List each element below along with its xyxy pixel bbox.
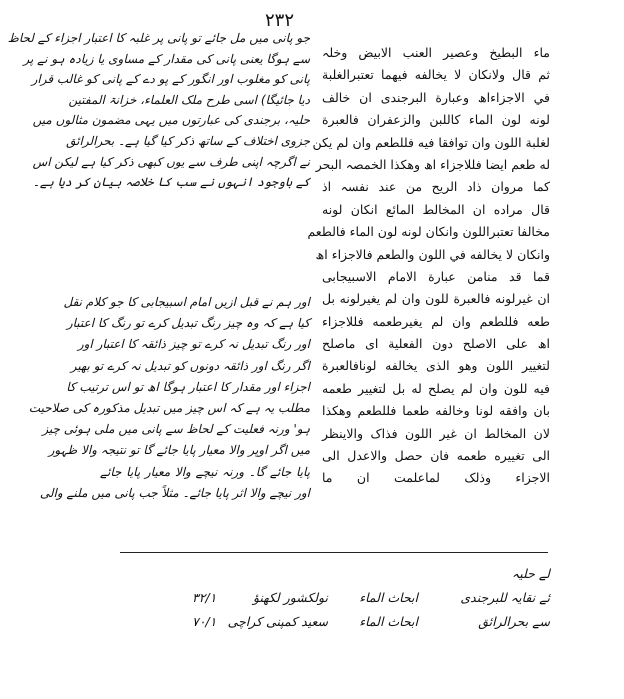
urdu-line: اجزاء اور مقدار کا اعتبار ہوگا اھ تو اس ترتیب کا xyxy=(66,379,310,394)
footnote-chapter: ابحاث الماء xyxy=(359,614,418,629)
footnotes xyxy=(190,562,550,634)
arabic-line: اھ على الاصلح دون الفعلية ای ماصلح xyxy=(322,336,550,352)
arabic-line: الاجزاء وذلک لماعلمت ان ما xyxy=(322,470,550,486)
arabic-line: مخالفا تعتبراللون وانکان لونه لون الماء فالطعم xyxy=(307,224,550,240)
arabic-line: لونه لون الماء کاللبن والزعفران فالعبرة xyxy=(322,112,550,128)
footnote-number: ئے xyxy=(539,590,550,605)
urdu-translation-top xyxy=(7,28,310,193)
arabic-line: لتغيير اللون وهو الذی يخالفه لونافالعبرة xyxy=(322,358,550,374)
arabic-line: قما قد منامن عبارة الامام الاسبيجابی xyxy=(322,268,550,284)
urdu-line: اگر رنگ اور ذائقہ دونوں کو تبدیل نہ کرے تو بھیر xyxy=(70,358,310,373)
arabic-line: في الاجزاءاھ وعبارة البرجندی ان خالف xyxy=(322,89,550,105)
page-number: ۲۳۲ xyxy=(265,10,295,31)
urdu-line: اور رنگ تبدیل نہ کرے تو چیز ذائقہ کا اعتبار اور xyxy=(77,337,310,352)
arabic-line: لغلبة اللون وان توافقا فيه فللطعم وان لم يکن xyxy=(312,134,550,150)
arabic-line: قال مراده ان المخالط المائع انکان لونه xyxy=(322,201,550,217)
footnote-chapter: ابحاث الماء xyxy=(359,590,418,605)
arabic-line: فيه للون وان لم يصلح له بل لتغيير طعمه xyxy=(322,380,550,396)
arabic-line: ان غيرلونه فالعبرة للون وان لم يغيرلونه بل xyxy=(322,291,550,307)
footnote-page: ۳۲/۱ xyxy=(192,590,217,605)
footnote-row xyxy=(190,586,550,610)
arabic-line: بان وافقه لونا وخالفه طعما فللطعم وهکذا xyxy=(322,403,550,419)
arabic-line: طعه فللطعم وان لم يغيرطعمه فللاجزاء xyxy=(322,313,550,329)
arabic-line: له طعم ايضا فللاجزاء اھ وهکذا الخمصہ البحر xyxy=(315,156,550,172)
footnote-divider xyxy=(120,552,548,553)
arabic-line: کما مروان ذاد الريح من عند نفسہ اذ xyxy=(322,179,550,195)
arabic-text-column xyxy=(307,42,550,490)
urdu-line: پانی کو مغلوب اور انگور کے پو دے کے پانی کو غالب قرار xyxy=(31,72,310,87)
urdu-line: کے باوجود انہوں نے سب کا خلاصہ بیان کر دیا ہے۔ xyxy=(32,175,310,190)
urdu-line: حلیہ، برجندی کی عبارتوں میں یہی مضمون مثالوں میں xyxy=(32,113,310,128)
footnote-heading: لے حلیہ xyxy=(511,566,550,581)
urdu-line: مطلب یہ ہے کہ اس چیز میں تبدیل مذکورہ کی صلاحیت xyxy=(28,400,310,415)
footnote-book xyxy=(418,610,550,634)
urdu-line: میں اگر اوپر والا معیار پایا جائے گا تو نتیجہ والا ظہور xyxy=(48,443,310,458)
urdu-line: اور نیچے والا اثر پایا جائے۔ مثلاً جب پانی میں ملنے والی xyxy=(39,485,310,500)
urdu-translation-middle xyxy=(28,292,310,504)
footnote-row xyxy=(190,610,550,634)
urdu-line: سے ہوگا یعنی پانی کی مقدار کے مساوی یا زیادہ ہو نے پر xyxy=(23,51,310,66)
urdu-line: پایا جائے گا۔ ورنہ نیچے والا معیار پایا جائے xyxy=(100,464,310,479)
footnote-book xyxy=(418,586,550,610)
arabic-line: الی تغييره طعمه فان حصل والاعدل الی xyxy=(322,448,550,464)
footnote-number: سے xyxy=(532,614,550,629)
arabic-line: ماء البطيخ وعصير العنب الابيض وخلہ xyxy=(322,45,550,60)
urdu-line: جزوی اختلاف کے ساتھ ذکر کیا گیا ہے۔ بحرالرائق xyxy=(66,133,310,148)
urdu-line: ہو' ورنہ فعلیت کے لحاظ سے پانی میں ملی ہوئی چیز xyxy=(42,422,310,437)
arabic-line: ثم قال ولانکان لا يخالفه فيهما تعتبرالغلبة xyxy=(322,67,550,83)
urdu-line: دیا جائیگا) اسی طرح ملک العلماء، خزانۃ المفتین xyxy=(68,92,310,107)
footnote-book-title: نقایہ للبرجندی xyxy=(460,590,536,605)
arabic-line: لان المخالط ان غير اللون فذاک والاينظر xyxy=(322,425,550,441)
urdu-line: کیا ہے کہ وہ چیز رنگ تبدیل کرے تو رنگ کا اعتبار xyxy=(66,316,310,331)
footnote-book-title: بحرالرائق xyxy=(478,614,529,629)
footnote-publisher: سعید کمپنی کراچی xyxy=(227,614,328,629)
urdu-line: اور ہم نے قبل ازیں امام اسبیجابی کا جو کلام نقل xyxy=(63,295,310,309)
urdu-line: نے اگرچہ اپنی طرف سے یوں کبھی ذکر کیا ہے لیکن اس xyxy=(32,154,310,169)
urdu-line: جو پانی میں مل جائے تو پانی پر غلبہ کا اعتبار اجزاء کے لحاظ xyxy=(7,31,310,45)
footnote-page: ۷۰/۱ xyxy=(192,614,217,629)
footnote-publisher: نولکشور لکھنؤ xyxy=(253,590,328,605)
arabic-line: وانکان لا يخالفه في اللون والطعم فالاجزاء اھ xyxy=(315,246,550,262)
